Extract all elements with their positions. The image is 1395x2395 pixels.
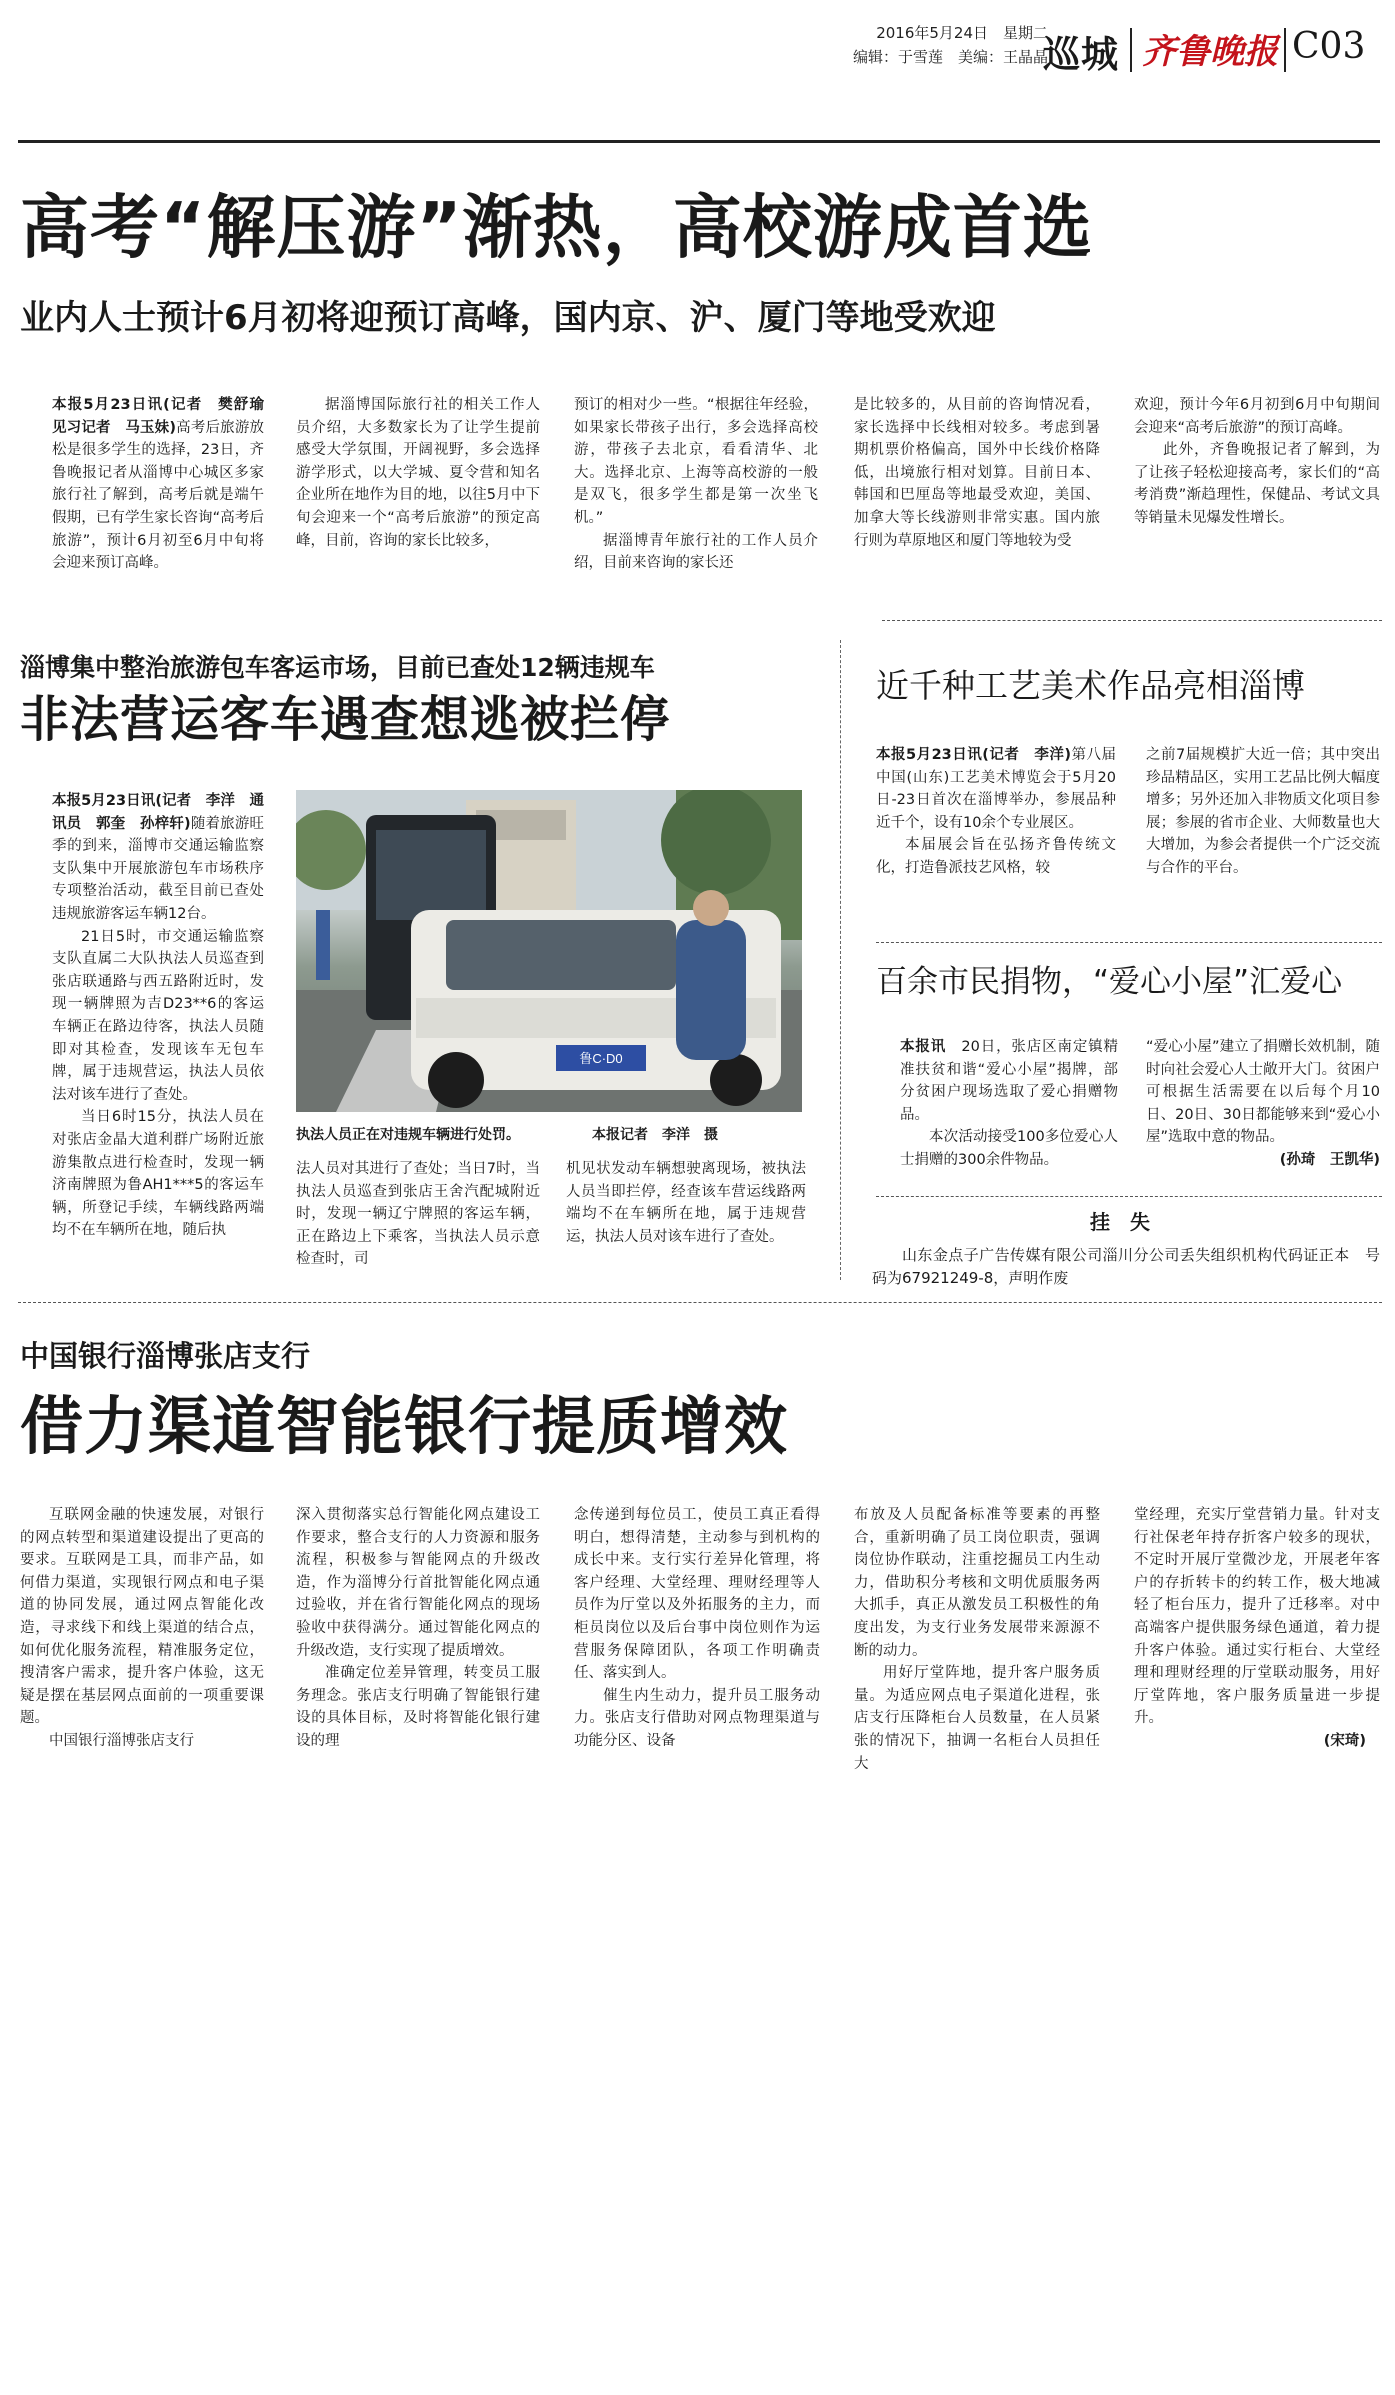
story1-text-3a: 预订的相对少一些。“根据往年经验，如果家长带孩子出行，多会选择高校游，带孩子去北京，看看清华、北大。选择北京、上海等高校游的一般是双飞，很多学生都是第一次坐飞机。”: [574, 397, 818, 526]
story5-text-2a: 深入贯彻落实总行智能化网点建设工作要求，整合支行的人力资源和服务流程，积极参与智能网点的升级改造，作为淄博分行首批智能化网点通过验收，并在省行智能化网点的现场验收中获得满分。通过智能化网点的升级改造，支行实现了提质增效。: [296, 1507, 540, 1659]
news-photo: [296, 790, 802, 1112]
story2-col-2: [296, 1158, 540, 1271]
story2-text-1c: 当日6时15分，执法人员在对张店金晶大道利群广场附近旅游集散点进行检查时，发现一辆济南牌照为鲁AH1***5的客运车辆，所登记手续，车辆线路两端均不在车辆所在地，随后执: [52, 1109, 264, 1239]
story3-text-2: 之前7届规模扩大近一倍；其中突出珍品精品区，实用工艺品比例大幅度增多；另外还加入非物质文化项目参展；参展的省市企业、大师数量也大大增加，为参会者提供一个广泛交流与合作的平台。: [1146, 747, 1380, 876]
story4-byline: (孙琦 王凯华): [1279, 1151, 1380, 1168]
story1-lead: 本报5月23日讯(记者 樊舒瑜 见习记者 马玉妹): [52, 397, 279, 436]
newspaper-logo: 齐鲁晚报: [1142, 32, 1278, 72]
photo-caption: 执法人员正在对违规车辆进行处罚。: [296, 1127, 520, 1143]
story4-col-2: [1146, 1036, 1380, 1172]
header-divider-2: [1284, 28, 1286, 72]
story5-byline: (宋琦): [1323, 1732, 1366, 1749]
story5-text-3b: 催生内生动力，提升员工服务动力。张店支行借助对网点物理渠道与功能分区、设备: [574, 1687, 820, 1749]
story5-text-2b: 准确定位差异管理，转变员工服务理念。张店支行明确了智能银行建设的具体目标，及时将智能化银行建设的理: [296, 1665, 540, 1749]
editor-credits: 编辑：于雪莲 美编：王晶晶: [852, 48, 1048, 66]
issue-date: 2016年5月24日 星期二: [876, 24, 1048, 42]
header-rule: [18, 140, 1380, 143]
photo-illustration: [296, 790, 802, 1112]
story4-text-1b: 本次活动接受100多位爱心人士捐赠的300余件物品。: [900, 1129, 1118, 1168]
story2-col-3: [566, 1158, 806, 1248]
story2-text-1a: 随着旅游旺季的到来，淄博市交通运输监察支队集中开展旅游包车市场秩序专项整治活动，截至目前已查处违规旅游客运车辆12台。: [52, 815, 264, 922]
story5-text-1a: 互联网金融的快速发展，对银行的网点转型和渠道建设提出了更高的要求。互联网是工具，而非产品，如何借力渠道，实现银行网点和电子渠道的协同发展，通过网点智能化改造，寻求线下和线上渠道的结合点，如何优化服务流程，精准服务定位，搜清客户需求，提升客户体验，这无疑是摆在基层网点面前的一项重要课题。: [20, 1507, 264, 1727]
story5-text-5: 堂经理，充实厅堂营销力量。针对支行社保老年持存折客户较多的现状，不定时开展厅堂微沙龙，开展老年客户的存折转卡的约转工作，极大地减轻了柜台压力，提升了迁移率。对中高端客户提供服务绿色通道，着力提升客户体验。通过实行柜台、大堂经理和理财经理的厅堂联动服务，用好厅堂阵地，客户服务质量进一步提升。: [1134, 1507, 1380, 1727]
story2-bottom-rule: [18, 1302, 1382, 1303]
story1-col-3: [574, 394, 818, 575]
story1-text-5a: 欢迎，预计今年6月初到6月中旬期间会迎来“高考后旅游”的预订高峰。: [1134, 397, 1380, 436]
notice-title: 挂 失: [1090, 1210, 1150, 1234]
story3-text-1b: 本届展会旨在弘扬齐鲁传统文化，打造鲁派技艺风格，较: [876, 837, 1116, 876]
column-divider: [840, 640, 842, 1280]
story4-col-1: [900, 1036, 1118, 1172]
story2-lead: 本报5月23日讯(记者 李洋 通讯员 郭奎 孙梓轩): [52, 793, 264, 832]
page-number: C03: [1292, 26, 1366, 67]
story5-col-2: [296, 1504, 540, 1753]
story1-col-4: [854, 394, 1100, 552]
story1-separator: [882, 620, 1382, 621]
story1-text-3b: 据淄博青年旅行社的工作人员介绍，目前来咨询的家长还: [574, 532, 818, 572]
story5-col-5: [1134, 1504, 1380, 1753]
story5-col-1: [20, 1504, 264, 1753]
section-name: 巡城: [1043, 33, 1119, 76]
story1-subheadline: 业内人士预计6月初将迎预订高峰，国内京、沪、厦门等地受欢迎: [20, 298, 996, 338]
story1-col-1: [52, 394, 279, 575]
story2-kicker: 淄博集中整治旅游包车客运市场，目前已查处12辆违规车: [20, 653, 655, 682]
story4-lead: 本报讯: [900, 1039, 947, 1055]
story3-lead: 本报5月23日讯(记者 李洋): [876, 747, 1071, 763]
notice-text: [872, 1244, 1380, 1289]
story1-col-2: [296, 394, 540, 552]
story3-separator: [876, 942, 1382, 943]
story5-col-4: [854, 1504, 1100, 1775]
photo-plate-text: 鲁C·D0: [579, 1051, 623, 1066]
header-divider: [1130, 28, 1132, 72]
story2-col-1: [52, 790, 264, 1242]
story3-headline: 近千种工艺美术作品亮相淄博: [876, 666, 1305, 705]
story1-text-2: 据淄博国际旅行社的相关工作人员介绍，大多数家长为了让学生提前感受大学氛围，开阔视野，多会选择游学形式，以大学城、夏令营和知名企业所在地作为目的地，以往5月中下旬会迎来一个“高考后旅游”的预定高峰，目前，咨询的家长比较多，: [296, 397, 540, 549]
story1-col-5: [1134, 394, 1380, 530]
story4-text-2: “爱心小屋”建立了捐赠长效机制，随时向社会爱心人士敞开大门。贫困户可根据生活需要在以后每个月10日、20日、30日都能够来到“爱心小屋”选取中意的物品。: [1146, 1039, 1380, 1146]
story2-text-3: 机见状发动车辆想驶离现场，被执法人员当即拦停，经查该车营运线路两端均不在车辆所在地，属于违规营运，执法人员对该车进行了查处。: [566, 1161, 806, 1245]
story4-text-1: 20日，张店区南定镇精准扶贫和谐“爱心小屋”揭牌，部分贫困户现场选取了爱心捐赠物品。: [900, 1039, 1119, 1123]
story2-text-2: 法人员对其进行了查处；当日7时，当执法人员巡查到张店王舍汽配城附近时，发现一辆辽宁牌照的客运车辆，正在路边上下乘客，当执法人员示意检查时，司: [296, 1161, 540, 1268]
story2-text-1b: 21日5时，市交通运输监察支队直属二大队执法人员巡查到张店联通路与西五路附近时，发现一辆牌照为吉D23**6的客运车辆正在路边待客，执法人员随即对其检查，发现该车无包车牌，属于违规营运，执法人员依法对该车进行了查处。: [52, 928, 264, 1103]
story5-text-4b: 用好厅堂阵地，提升客户服务质量。为适应网点电子渠道化进程，张店支行压降柜台人员数量，在人员紧张的情况下，抽调一名柜台人员担任大: [854, 1665, 1100, 1772]
story3-col-2: [1146, 744, 1380, 880]
story5-text-1b: 中国银行淄博张店支行: [49, 1732, 194, 1749]
story4-separator: [876, 1196, 1382, 1197]
story1-text-4: 是比较多的，从目前的咨询情况看，家长选择中长线相对较多。考虑到暑期机票价格偏高，国外中长线价格降低，出境旅行相对划算。目前日本、韩国和巴厘岛等地最受欢迎，美国、加拿大等长线游则非常实惠。国内旅行则为草原地区和厦门等地较为受: [854, 397, 1100, 549]
story3-text-1: 第八届中国(山东)工艺美术博览会于5月20日-23日首次在淄博举办，参展品种近千个，设有10余个专业展区。: [876, 747, 1116, 831]
photo-credit: 本报记者 李洋 摄: [592, 1127, 718, 1143]
story5-headline: 借力渠道智能银行提质增效: [20, 1390, 788, 1463]
story5-col-3: [574, 1504, 820, 1753]
story5-text-3a: 念传递到每位员工，使员工真正看得明白，想得清楚，主动参与到机构的成长中来。支行实行差异化管理，将客户经理、大堂经理、理财经理等人员作为厅堂以及外拓服务的主力，而柜员岗位以及后台事中岗位则作为运营服务保障团队，各项工作明确责任、落实到人。: [574, 1507, 820, 1682]
story1-headline: 高考“解压游”渐热，高校游成首选: [20, 188, 1093, 268]
story1-text-5b: 此外，齐鲁晚报记者了解到，为了让孩子轻松迎接高考，家长们的“高考消费”渐趋理性，保健品、考试文具等销量未见爆发性增长。: [1134, 442, 1380, 526]
notice-body: 山东金点子广告传媒有限公司淄川分公司丢失组织机构代码证正本 号码为67921249-8，声明作废: [872, 1246, 1380, 1287]
story2-headline: 非法营运客车遇查想逃被拦停: [20, 691, 671, 748]
story5-kicker: 中国银行淄博张店支行: [20, 1339, 311, 1373]
story1-text-1: 高考后旅游放松是很多学生的选择，23日，齐鲁晚报记者从淄博中心城区多家旅行社了解到，高考后就是端午假期，已有学生家长咨询“高考后旅游”，预计6月初至6月中旬将会迎来预订高峰。: [52, 419, 264, 572]
story3-col-1: [876, 744, 1116, 880]
story4-headline: 百余市民捐物，“爱心小屋”汇爱心: [876, 964, 1343, 1000]
story5-text-4a: 布放及人员配备标准等要素的再整合，重新明确了员工岗位职责，强调岗位协作联动，注重挖掘员工内生动力，借助积分考核和文明优质服务两大抓手，真正从激发员工积极性的角度出发，为支行业务发展带来源源不断的动力。: [854, 1507, 1100, 1659]
